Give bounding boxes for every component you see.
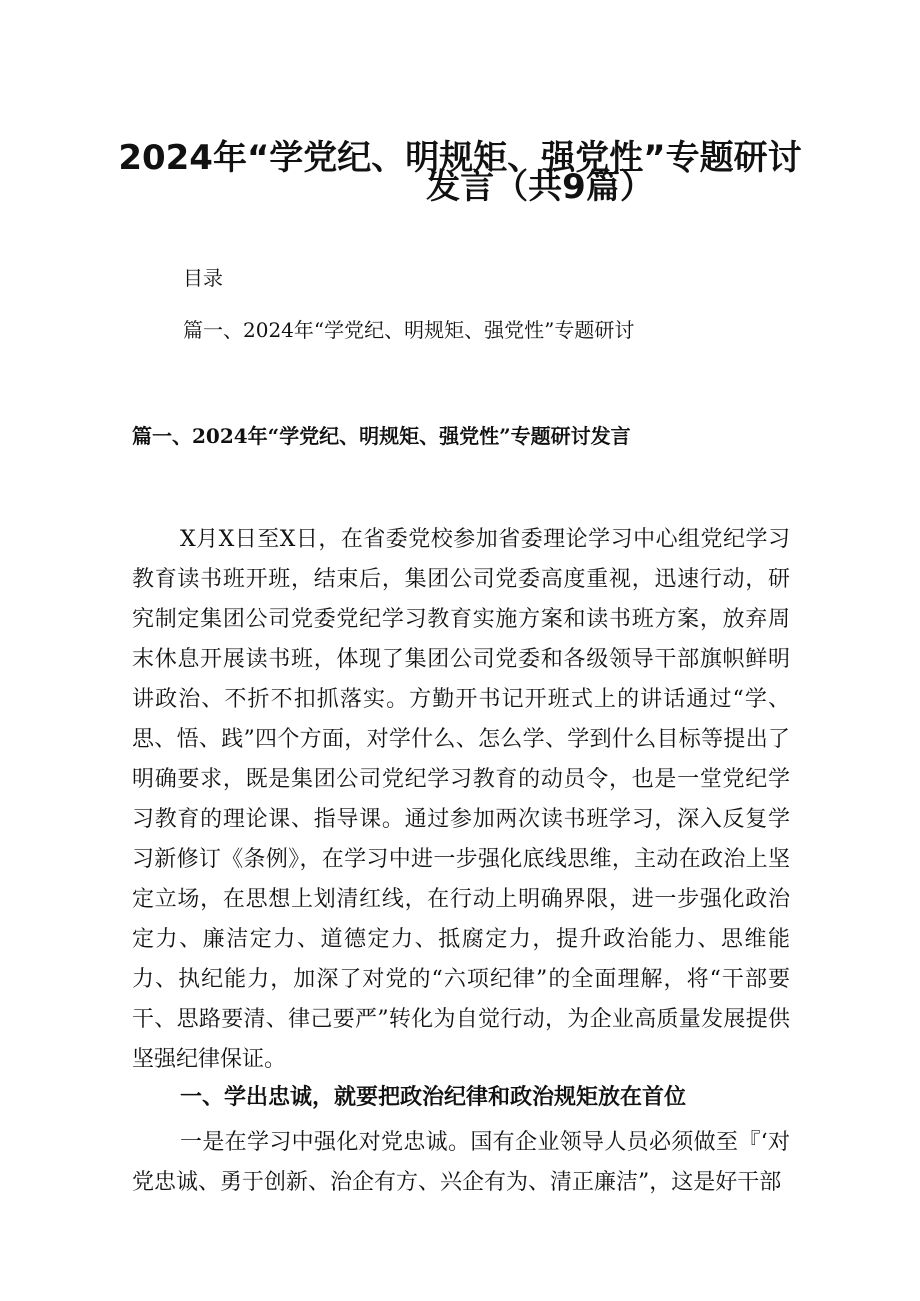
document-title-line-1: 2024年“学党纪、明规矩、强党性”专题研讨	[118, 138, 802, 178]
toc-label: 目录	[183, 266, 223, 290]
body-paragraph-2: 一是在学习中强化对党忠诚。国有企业领导人员必须做至『‘对党忠诚、勇于创新、治企有方、兴企有为、清正廉洁”，这是好干部	[132, 1130, 790, 1195]
body-paragraph: X月X日至X日，在省委党校参加省委理论学习中心组党纪学习教育读书班开班，结束后，集团公司党委高度重视，迅速行动，研究制定集团公司党委党纪学习教育实施方案和读书班方案，放弃周末休息开展读书班，体现了集团公司党委和各级领导干部旗帜鲜明讲政治、不折不扣抓落实。方勤开书记开班式上的讲话通过“学、思、悟、践”四个方面，对学什么、怎么学、学到什么目标等提出了明确要求，既是集团公司党纪学习教育的动员令，也是一堂党纪学习教育的理论课、指导课。通过参加两次读书班学习，深入反复学习新修订《条例》，在学习中进一步强化底线思维，主动在政治上坚定立场，在思想上划清红线，在行动上明确界限，进一步强化政治定力、廉洁定力、道德定力、抵腐定力，提升政治能力、思维能力、执纪能力，加深了对党的“六项纪律”的全面理解，将“干部要干、思路要清、律己要严”转化为自觉行动，为企业高质量发展提供坚强纪律保证。	[132, 527, 790, 1072]
toc-item[interactable]: 篇一、2024年“学党纪、明规矩、强党性”专题研讨	[183, 318, 635, 342]
subheading: 一、学出忠诚，就要把政治纪律和政治规矩放在首位	[180, 1084, 687, 1110]
section-heading: 篇一、2024年“学党纪、明规矩、强党性”专题研讨发言	[132, 424, 631, 448]
document-title-line-2: 发言（共9篇）	[426, 167, 654, 207]
